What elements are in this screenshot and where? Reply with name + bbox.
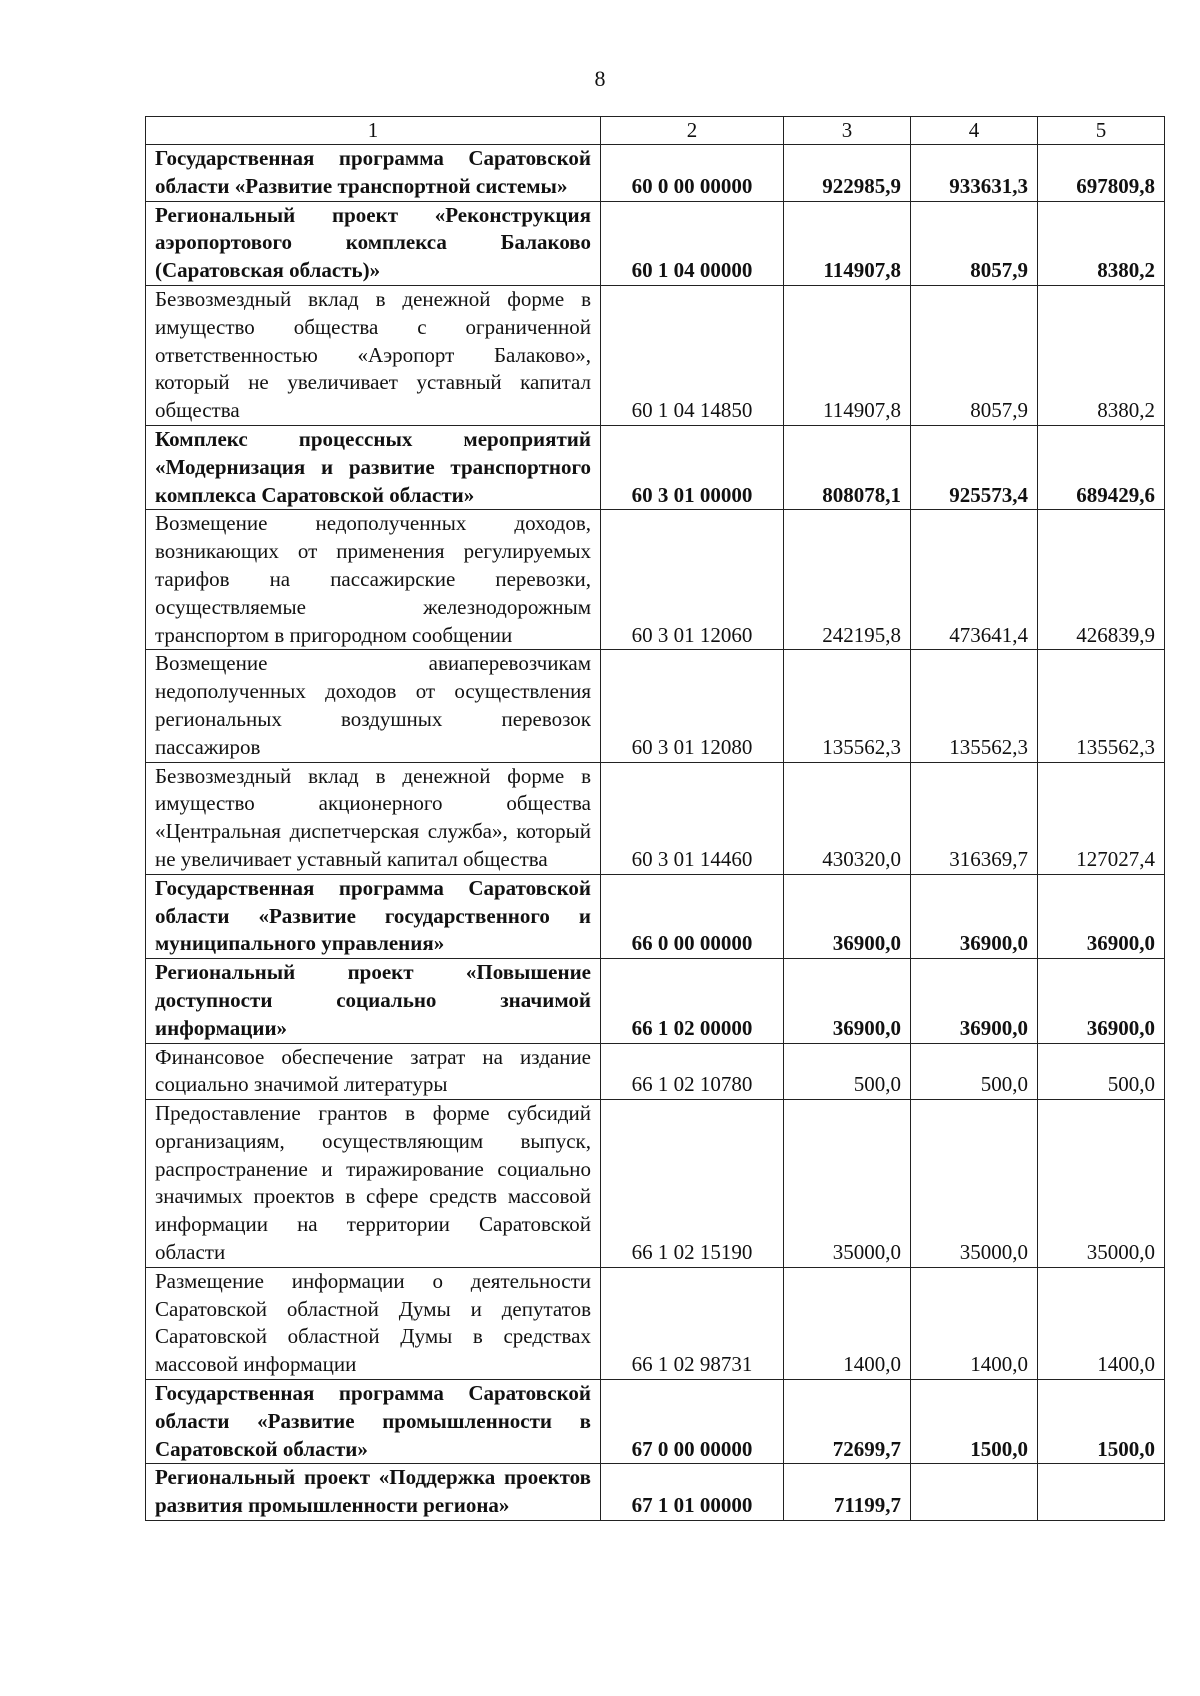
row-value-4: 925573,4 [911,425,1038,509]
row-value-3: 36900,0 [784,959,911,1043]
table-row [146,425,1165,509]
row-code: 66 0 00 00000 [601,874,784,958]
row-value-5: 135562,3 [1038,650,1165,762]
table-header-row [146,117,1165,145]
row-name: Государственная программа Саратовской области «Развитие промышленности в Саратовской области» [146,1380,601,1464]
row-code: 60 1 04 00000 [601,201,784,285]
row-value-5: 426839,9 [1038,510,1165,650]
row-value-5: 127027,4 [1038,762,1165,874]
row-name: Государственная программа Саратовской области «Развитие транспортной системы» [146,145,601,202]
page-number: 8 [594,66,606,91]
row-value-4: 473641,4 [911,510,1038,650]
table-row [146,1464,1165,1521]
row-value-4: 8057,9 [911,285,1038,425]
row-name: Финансовое обеспечение затрат на издание социально значимой литературы [146,1043,601,1100]
row-value-3: 36900,0 [784,874,911,958]
row-value-5: 689429,6 [1038,425,1165,509]
table-row [146,1100,1165,1268]
row-value-3: 500,0 [784,1043,911,1100]
row-code: 60 0 00 00000 [601,145,784,202]
row-name: Региональный проект «Поддержка проектов развития промышленности региона» [146,1464,601,1521]
row-value-5: 36900,0 [1038,959,1165,1043]
row-value-3: 242195,8 [784,510,911,650]
column-header-4: 4 [911,117,1038,145]
row-value-3: 1400,0 [784,1267,911,1379]
row-name: Размещение информации о деятельности Саратовской областной Думы и депутатов Саратовской областной Думы в средствах массовой информации [146,1267,601,1379]
budget-table [145,116,1165,1521]
table-row [146,1043,1165,1100]
column-header-1: 1 [146,117,601,145]
row-value-5: 1400,0 [1038,1267,1165,1379]
row-value-3: 114907,8 [784,285,911,425]
row-code: 60 3 01 14460 [601,762,784,874]
row-name: Комплекс процессных мероприятий «Модернизация и развитие транспортного комплекса Саратовской области» [146,425,601,509]
row-value-4 [911,1464,1038,1521]
row-code: 67 1 01 00000 [601,1464,784,1521]
row-value-5: 500,0 [1038,1043,1165,1100]
row-name: Предоставление грантов в форме субсидий организациям, осуществляющим выпуск, распространение и тиражирование социально значимых проектов в сфере средств массовой информации на территории Саратовской области [146,1100,601,1268]
row-value-5: 8380,2 [1038,201,1165,285]
row-name: Государственная программа Саратовской области «Развитие государственного и муниципального управления» [146,874,601,958]
row-value-3: 35000,0 [784,1100,911,1268]
row-value-3: 808078,1 [784,425,911,509]
row-name: Безвозмездный вклад в денежной форме в имущество общества с ограниченной ответственностью «Аэропорт Балаково», который не увеличивает уставный капитал общества [146,285,601,425]
row-value-3: 72699,7 [784,1380,911,1464]
row-value-4: 500,0 [911,1043,1038,1100]
column-header-5: 5 [1038,117,1165,145]
row-name: Безвозмездный вклад в денежной форме в имущество акционерного общества «Центральная диспетчерская служба», который не увеличивает уставный капитал общества [146,762,601,874]
row-code: 60 3 01 00000 [601,425,784,509]
row-code: 66 1 02 10780 [601,1043,784,1100]
table-row [146,650,1165,762]
table-row [146,874,1165,958]
row-value-5: 697809,8 [1038,145,1165,202]
column-header-3: 3 [784,117,911,145]
row-value-5: 1500,0 [1038,1380,1165,1464]
column-header-2: 2 [601,117,784,145]
row-code: 67 0 00 00000 [601,1380,784,1464]
row-code: 66 1 02 98731 [601,1267,784,1379]
row-value-4: 933631,3 [911,145,1038,202]
row-value-4: 1400,0 [911,1267,1038,1379]
row-value-4: 316369,7 [911,762,1038,874]
row-name: Региональный проект «Повышение доступности социально значимой информации» [146,959,601,1043]
row-value-3: 71199,7 [784,1464,911,1521]
row-value-4: 1500,0 [911,1380,1038,1464]
table-row [146,510,1165,650]
table-row [146,959,1165,1043]
row-value-3: 114907,8 [784,201,911,285]
table-row [146,1267,1165,1379]
table-row [146,762,1165,874]
row-value-3: 430320,0 [784,762,911,874]
row-code: 60 3 01 12060 [601,510,784,650]
row-value-4: 135562,3 [911,650,1038,762]
row-value-4: 35000,0 [911,1100,1038,1268]
row-value-4: 36900,0 [911,959,1038,1043]
row-name: Возмещение авиаперевозчикам недополученных доходов от осуществления региональных воздушных перевозок пассажиров [146,650,601,762]
row-value-5: 8380,2 [1038,285,1165,425]
table-row [146,1380,1165,1464]
table-row [146,145,1165,202]
table-row [146,201,1165,285]
row-code: 66 1 02 00000 [601,959,784,1043]
row-value-4: 8057,9 [911,201,1038,285]
row-code: 66 1 02 15190 [601,1100,784,1268]
row-name: Возмещение недополученных доходов, возникающих от применения регулируемых тарифов на пассажирские перевозки, осуществляемые железнодорожным транспортом в пригородном сообщении [146,510,601,650]
row-value-3: 135562,3 [784,650,911,762]
row-value-5: 35000,0 [1038,1100,1165,1268]
row-value-5: 36900,0 [1038,874,1165,958]
row-value-5 [1038,1464,1165,1521]
row-value-4: 36900,0 [911,874,1038,958]
row-value-3: 922985,9 [784,145,911,202]
row-name: Региональный проект «Реконструкция аэропортового комплекса Балаково (Саратовская область)» [146,201,601,285]
table-row [146,285,1165,425]
row-code: 60 3 01 12080 [601,650,784,762]
row-code: 60 1 04 14850 [601,285,784,425]
